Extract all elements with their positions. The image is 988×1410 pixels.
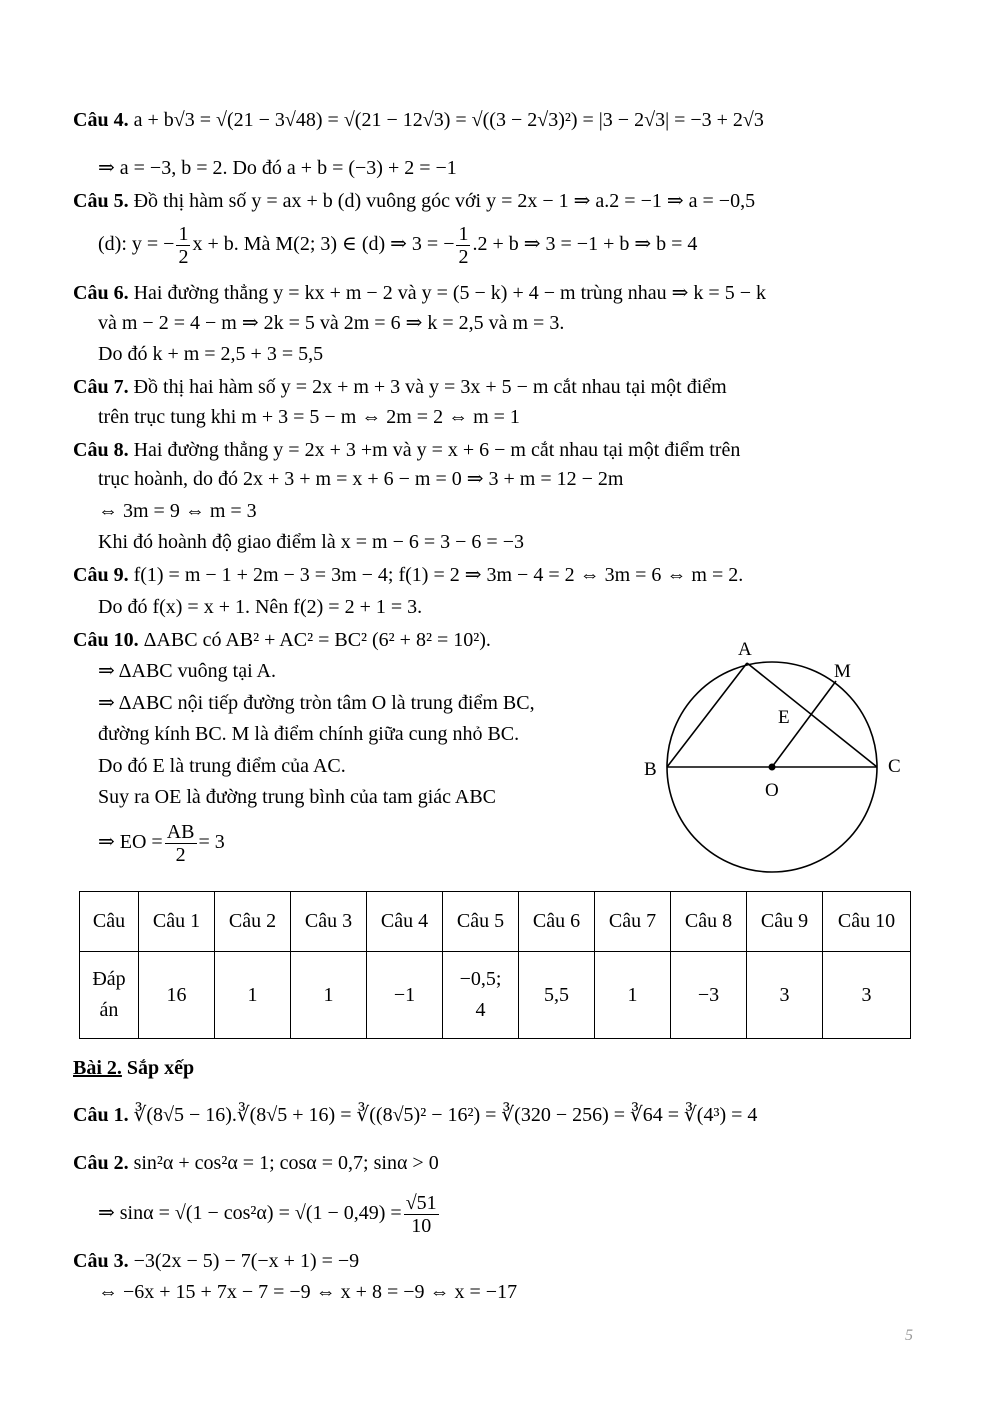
answer-cell: 1 (595, 952, 671, 1039)
cau10-line5: Do đó E là trung điểm của AC. (98, 755, 346, 777)
header-cell: Câu 1 (139, 892, 215, 952)
table-row (80, 952, 911, 1039)
header-cell: Câu 10 (823, 892, 911, 952)
question-label: Câu 6. (73, 282, 129, 304)
text: (d): y = − (98, 233, 175, 255)
bai2-cau2-line2 (98, 1189, 441, 1237)
formula: a + b√3 = √(21 − 3√48) = √(21 − 12√3) = √((3 − 2√3)²) = |3 − 2√3| = −3 + 2√3 (133, 109, 764, 131)
cau7-line2: trên trục tung khi m + 3 = 5 − m ⇔ 2m = 2 ⇔ m = 1 (98, 406, 520, 428)
label-o: O (765, 780, 779, 801)
cau10-line3: ⇒ ΔABC nội tiếp đường tròn tâm O là trung điểm BC, (98, 692, 535, 714)
cau8-line4: Khi đó hoành độ giao điểm là x = m − 6 = 3 − 6 = −3 (98, 531, 524, 553)
numerator: 1 (458, 222, 469, 245)
answer-cell: −1 (367, 952, 443, 1039)
cau8-line3: ⇔ 3m = 9 ⇔ m = 3 (98, 500, 257, 522)
text: Hai đường thẳng y = 2x + 3 +m và y = x + 6 − m cắt nhau tại một điểm trên (133, 439, 741, 461)
question-label: Câu 1. (73, 1104, 129, 1126)
label-b: B (644, 759, 657, 780)
answer-cell (443, 952, 519, 1039)
cau6-line2: và m − 2 = 4 − m ⇒ 2k = 5 và 2m = 6 ⇒ k = 2,5 và m = 3. (98, 312, 565, 334)
question-label: Câu 4. (73, 109, 129, 131)
text: f(1) = m − 1 + 2m − 3 = 3m − 4; f(1) = 2 ⇒ 3m − 4 = 2 ⇔ 3m = 6 ⇔ m = 2. (133, 564, 744, 586)
answer-cell: 3 (747, 952, 823, 1039)
text: ΔABC có AB² + AC² = BC² (6² + 8² = 10²). (143, 629, 491, 651)
text: Đồ thị hàm số y = ax + b (d) vuông góc với y = 2x − 1 ⇒ a.2 = −1 ⇒ a = −0,5 (133, 190, 756, 212)
segment-ab (667, 663, 747, 767)
header-cell: Câu (80, 892, 139, 952)
answer-cell: −3 (671, 952, 747, 1039)
cau6-line3: Do đó k + m = 2,5 + 3 = 5,5 (98, 343, 324, 365)
label-e: E (778, 707, 790, 728)
text: x + b. Mà M(2; 3) ∈ (d) ⇒ 3 = − (192, 233, 455, 255)
header-cell: Câu 2 (215, 892, 291, 952)
label-a: A (738, 639, 752, 660)
segment-ac (747, 663, 877, 767)
numerator: 1 (178, 222, 189, 245)
cau4-line2: ⇒ a = −3, b = 2. Do đó a + b = (−3) + 2 = −1 (98, 157, 457, 179)
cau10-line2: ⇒ ΔABC vuông tại A. (98, 660, 276, 682)
answer-cell: 16 (139, 952, 215, 1039)
text: Đồ thị hai hàm số y = 2x + m + 3 và y = 3x + 5 − m cắt nhau tại một điểm (133, 376, 727, 398)
cau10-line6: Suy ra OE là đường trung bình của tam giác ABC (98, 786, 497, 808)
fraction (404, 1192, 439, 1237)
cau10-line4: đường kính BC. M là điểm chính giữa cung nhỏ BC. (98, 723, 520, 745)
header-cell: Câu 5 (443, 892, 519, 952)
text: −0,5; (459, 968, 502, 990)
answer-cell: 1 (215, 952, 291, 1039)
numerator: √51 (405, 1191, 437, 1214)
header-cell: Câu 7 (595, 892, 671, 952)
question-label: Câu 2. (73, 1152, 129, 1174)
row-label-cell (80, 952, 139, 1039)
bai2-cau3-line1 (73, 1249, 359, 1273)
bai2-cau2-line1 (73, 1151, 439, 1175)
text: Hai đường thẳng y = kx + m − 2 và y = (5 − k) + 4 − m trùng nhau ⇒ k = 5 − k (133, 282, 766, 304)
label-c: C (888, 756, 901, 777)
cau8-line2: trục hoành, do đó 2x + 3 + m = x + 6 − m = 0 ⇒ 3 + m = 12 − 2m (98, 468, 624, 490)
question-label: Câu 3. (73, 1250, 129, 1272)
question-label: Câu 5. (73, 190, 129, 212)
numerator: AB (166, 820, 195, 843)
text: ⇒ sinα = √(1 − cos²α) = √(1 − 0,49) = (98, 1202, 402, 1224)
label-m: M (834, 661, 851, 682)
answer-cell: 1 (291, 952, 367, 1039)
text: −3(2x − 5) − 7(−x + 1) = −9 (133, 1250, 360, 1272)
answer-cell: 3 (823, 952, 911, 1039)
answer-table (79, 891, 911, 1039)
text: Đáp (92, 968, 126, 990)
question-label: Câu 10. (73, 629, 139, 651)
text: án (99, 999, 119, 1021)
table-header-row (80, 892, 911, 952)
text: sin²α + cos²α = 1; cosα = 0,7; sinα > 0 (133, 1152, 439, 1174)
header-cell: Câu 9 (747, 892, 823, 952)
bai2-title (73, 1056, 194, 1080)
question-label: Câu 8. (73, 439, 129, 461)
answer-cell: 5,5 (519, 952, 595, 1039)
header-cell: Câu 8 (671, 892, 747, 952)
text: ⇒ EO = (98, 831, 163, 853)
cau9-line2: Do đó f(x) = x + 1. Nên f(2) = 2 + 1 = 3. (98, 596, 423, 618)
text: 4 (475, 999, 486, 1021)
bai2-cau3-line2: ⇔ −6x + 15 + 7x − 7 = −9 ⇔ x + 8 = −9 ⇔ x = −17 (98, 1281, 518, 1303)
page-number: 5 (905, 1327, 913, 1344)
formula: ∛(8√5 − 16).∛(8√5 + 16) = ∛((8√5)² − 16²) = ∛(320 − 256) = ∛64 = ∛(4³) = 4 (133, 1104, 758, 1126)
section-number: Bài 2. (73, 1057, 122, 1079)
header-cell: Câu 6 (519, 892, 595, 952)
text: = 3 (198, 831, 225, 853)
question-label: Câu 9. (73, 564, 129, 586)
bai2-cau1 (73, 1103, 757, 1127)
denominator: 2 (175, 843, 186, 866)
denominator: 10 (411, 1214, 432, 1237)
header-cell: Câu 4 (367, 892, 443, 952)
section-title: Sắp xếp (126, 1057, 195, 1079)
text: .2 + b ⇒ 3 = −1 + b ⇒ b = 4 (472, 233, 698, 255)
header-cell: Câu 3 (291, 892, 367, 952)
question-label: Câu 7. (73, 376, 129, 398)
denominator: 2 (458, 245, 469, 268)
point-o (769, 764, 776, 771)
denominator: 2 (178, 245, 189, 268)
